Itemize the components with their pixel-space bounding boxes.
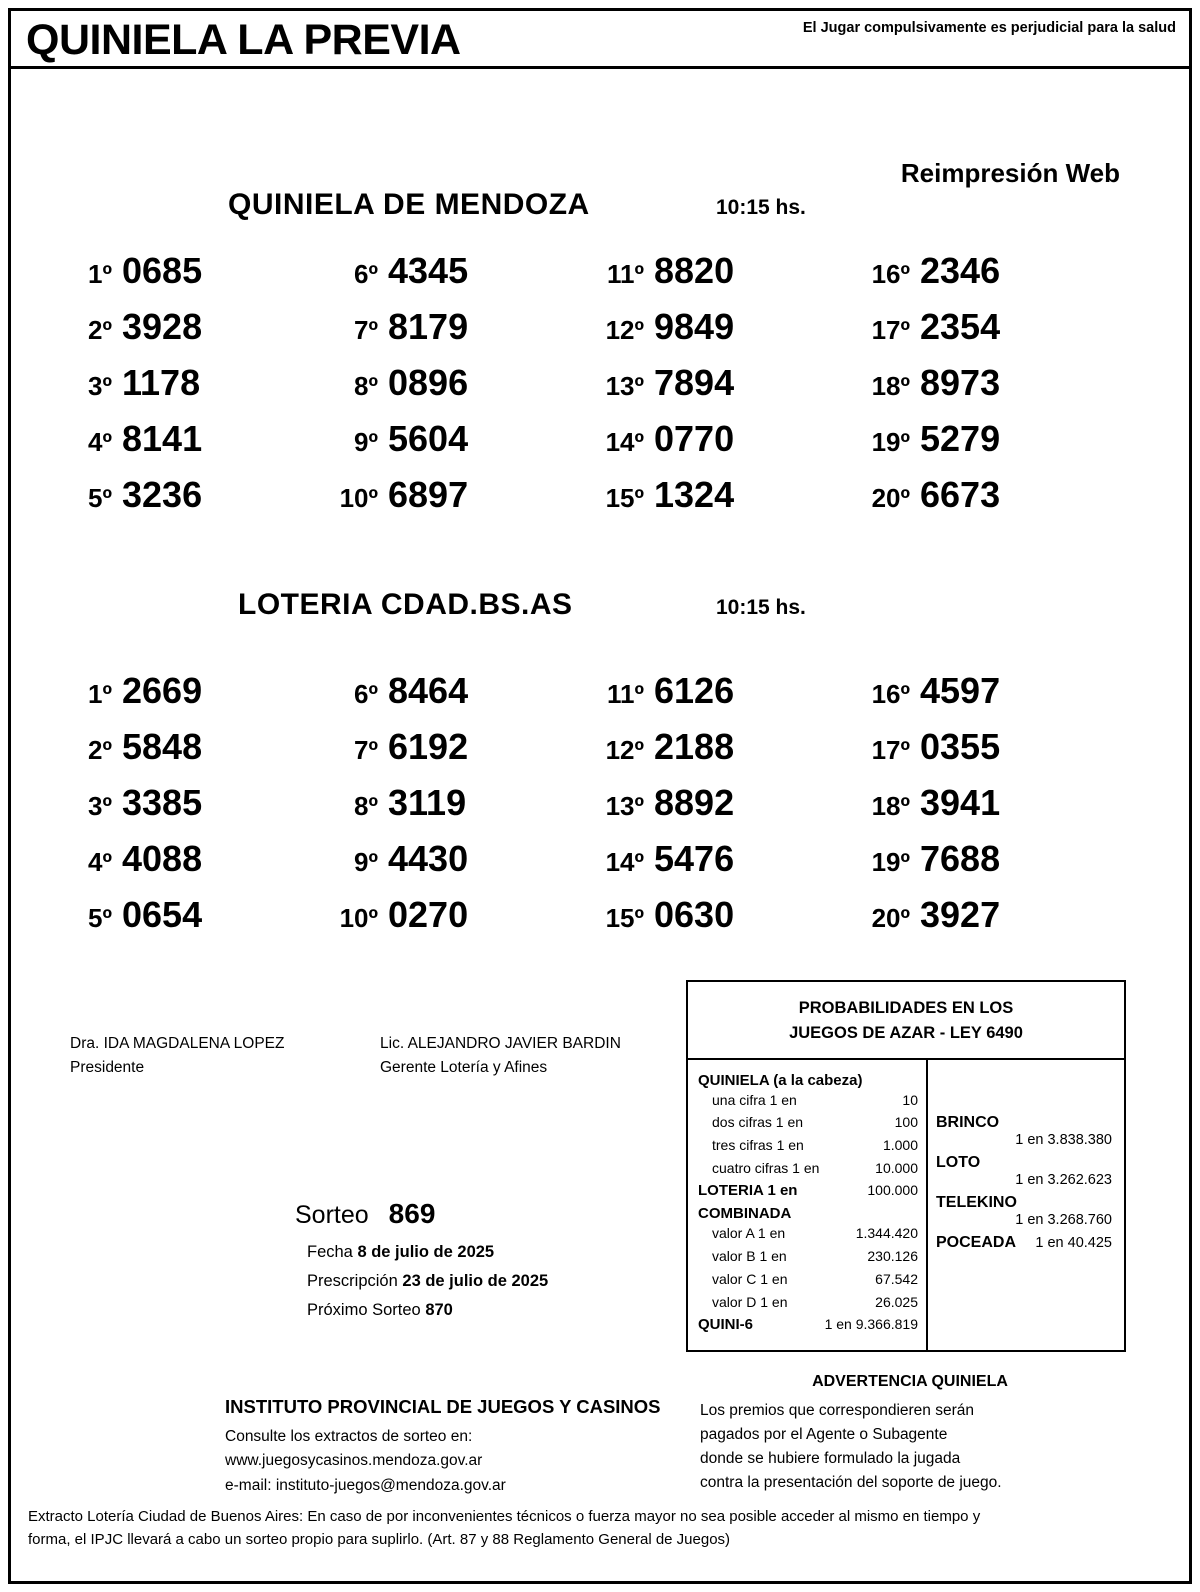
result-position: 7º (354, 315, 378, 345)
draw-block-mendoza (0, 180, 1184, 560)
signature-role: Gerente Lotería y Afines (380, 1059, 548, 1077)
sorteo-fecha (307, 1238, 685, 1267)
result-item (326, 362, 592, 418)
sorteo-number: 869 (388, 1198, 436, 1229)
game-name: BRINCO (936, 1113, 1000, 1131)
result-item (326, 418, 592, 474)
page-header (18, 10, 1182, 66)
result-position: 9º (354, 427, 378, 457)
sorteo-label: Sorteo (295, 1201, 369, 1229)
signature-role: Presidente (70, 1059, 145, 1077)
result-position: 15º (605, 903, 644, 933)
probability-label: cuatro cifras 1 en (712, 1159, 820, 1176)
probability-label: valor C 1 en (712, 1270, 788, 1287)
result-item (326, 250, 592, 306)
result-number: 8973 (920, 362, 1001, 403)
advertencia-quiniela (700, 1370, 1120, 1495)
probabilities-title-line2: JUEGOS DE AZAR - LEY 6490 (789, 1023, 1023, 1042)
result-position: 11º (607, 679, 644, 709)
probability-row (698, 1222, 918, 1245)
result-position: 1º (88, 679, 112, 709)
result-item (592, 838, 858, 894)
game-odds: 1 en 3.268.760 (1015, 1211, 1112, 1228)
advertencia-line: contra la presentación del soporte de juego. (700, 1473, 1002, 1491)
result-item (858, 474, 1124, 530)
result-item (858, 838, 1124, 894)
result-item (858, 306, 1124, 362)
result-position: 17º (871, 315, 910, 345)
result-item (326, 306, 592, 362)
probability-row (698, 1157, 918, 1180)
game-probability (936, 1234, 1116, 1252)
result-number: 7894 (654, 362, 735, 403)
draw-block-loteria-caba (0, 580, 1184, 980)
result-number: 0630 (654, 894, 735, 935)
result-number: 3236 (122, 474, 203, 515)
probability-value: 1.344.420 (855, 1225, 918, 1242)
probabilities-box (686, 980, 1126, 1352)
result-item (326, 670, 592, 726)
result-number: 0270 (388, 894, 469, 935)
sorteo-fecha-label: Fecha (307, 1243, 353, 1261)
result-item (60, 838, 326, 894)
result-item (326, 726, 592, 782)
signature-president (70, 1032, 284, 1080)
instituto-email[interactable]: e-mail: instituto-juegos@mendoza.gov.ar (225, 1477, 506, 1495)
result-position: 6º (354, 679, 378, 709)
sorteo-proximo-label: Próximo Sorteo (307, 1300, 421, 1319)
sorteo-proximo-value: 870 (425, 1300, 453, 1319)
result-number: 0355 (920, 726, 1001, 767)
probability-value: 1.000 (882, 1136, 918, 1153)
result-number: 6192 (388, 726, 469, 767)
instituto-info (225, 1392, 705, 1499)
result-item (60, 418, 326, 474)
probability-row (698, 1111, 918, 1134)
result-position: 7º (354, 735, 378, 765)
sorteo-heading (295, 1198, 685, 1230)
result-position: 4º (88, 427, 112, 457)
result-number: 5848 (122, 726, 203, 767)
instituto-website[interactable]: www.juegosycasinos.mendoza.gov.ar (225, 1452, 483, 1470)
result-item (592, 782, 858, 838)
result-item (858, 726, 1124, 782)
probability-row (698, 1245, 918, 1268)
result-item (326, 838, 592, 894)
probability-label: valor A 1 en (712, 1225, 786, 1242)
result-position: 12º (605, 315, 644, 345)
game-name: LOTO (936, 1153, 981, 1171)
loteria-probability-row (698, 1179, 918, 1203)
result-position: 2º (88, 735, 112, 765)
result-position: 13º (605, 371, 644, 401)
result-item (858, 782, 1124, 838)
result-number: 3119 (388, 782, 467, 823)
result-item (60, 362, 326, 418)
draw-time: 10:15 hs. (716, 596, 806, 619)
result-position: 12º (605, 735, 644, 765)
result-position: 3º (88, 371, 112, 401)
result-item (60, 894, 326, 950)
brand-title: QUINIELA LA PREVIA (26, 16, 461, 64)
probability-value: 230.126 (867, 1248, 918, 1265)
probabilities-left-column (688, 1060, 928, 1350)
result-number: 5476 (654, 838, 735, 879)
result-number: 3928 (122, 306, 203, 347)
result-item (858, 418, 1124, 474)
game-name: POCEADA (936, 1233, 1017, 1251)
reprint-label: Reimpresión Web (900, 158, 1120, 188)
sorteo-prescripcion-label: Prescripción (307, 1271, 398, 1290)
result-number: 8179 (388, 306, 469, 347)
result-item (60, 250, 326, 306)
result-position: 15º (605, 483, 644, 513)
result-item (60, 782, 326, 838)
result-item (858, 894, 1124, 950)
signature-name: Lic. ALEJANDRO JAVIER BARDIN (380, 1035, 621, 1052)
probability-value: 100.000 (867, 1182, 918, 1199)
result-number: 8820 (654, 250, 735, 291)
result-number: 1178 (122, 362, 201, 403)
probability-label: dos cifras 1 en (712, 1114, 804, 1131)
result-position: 20º (871, 903, 910, 933)
probability-value: 1 en 9.366.819 (824, 1316, 918, 1333)
result-number: 8464 (388, 670, 469, 711)
result-position: 20º (871, 483, 910, 513)
result-number: 3927 (920, 894, 1001, 935)
probability-row (698, 1268, 918, 1291)
result-item (326, 474, 592, 530)
result-position: 18º (871, 371, 910, 401)
footnote (28, 1506, 1172, 1551)
result-number: 4345 (388, 250, 469, 291)
result-position: 5º (88, 483, 112, 513)
probability-value: 67.542 (875, 1270, 918, 1287)
footnote-line: forma, el IPJC llevará a cabo un sorteo propio para suplirlo. (Art. 87 y 88 Reglamento General de Juegos) (28, 1530, 731, 1548)
instituto-line: Consulte los extractos de sorteo en: (225, 1427, 473, 1445)
game-probability (936, 1194, 1116, 1228)
probability-value: 10.000 (875, 1159, 918, 1176)
result-position: 16º (871, 679, 910, 709)
draw-time: 10:15 hs. (716, 196, 806, 219)
sorteo-prescripcion (307, 1267, 685, 1296)
result-position: 19º (871, 427, 910, 457)
quini6-probability-row (698, 1313, 918, 1337)
result-item (858, 670, 1124, 726)
result-position: 14º (605, 427, 644, 457)
result-item (326, 782, 592, 838)
advertencia-line: donde se hubiere formulado la jugada (700, 1449, 961, 1467)
draw-title: LOTERIA CDAD.BS.AS (238, 588, 573, 621)
result-position: 13º (605, 791, 644, 821)
result-position: 16º (871, 259, 910, 289)
probability-row (698, 1089, 918, 1112)
game-odds: 1 en 40.425 (1035, 1234, 1112, 1251)
game-odds: 1 en 3.838.380 (1015, 1131, 1112, 1148)
result-number: 3941 (920, 782, 1001, 823)
result-position: 10º (339, 483, 378, 513)
result-item (60, 726, 326, 782)
probability-label: valor B 1 en (712, 1248, 787, 1265)
result-position: 4º (88, 847, 112, 877)
result-number: 6897 (388, 474, 469, 515)
probability-label: valor D 1 en (712, 1293, 788, 1310)
result-position: 14º (605, 847, 644, 877)
probability-value: 26.025 (875, 1293, 918, 1310)
result-item (592, 306, 858, 362)
probabilities-body (688, 1060, 1124, 1350)
result-number: 9849 (654, 306, 735, 347)
result-item (858, 250, 1124, 306)
result-number: 0654 (122, 894, 203, 935)
result-number: 2188 (654, 726, 735, 767)
result-item (326, 894, 592, 950)
probability-label: LOTERIA 1 en (698, 1182, 798, 1200)
advertencia-line: Los premios que correspondieren serán (700, 1401, 974, 1419)
result-position: 5º (88, 903, 112, 933)
combinada-heading: COMBINADA (698, 1205, 792, 1223)
advertencia-line: pagados por el Agente o Subagente (700, 1425, 948, 1443)
result-number: 4088 (122, 838, 203, 879)
result-position: 18º (871, 791, 910, 821)
result-item (60, 670, 326, 726)
results-grid (60, 250, 1124, 530)
result-number: 2346 (920, 250, 1001, 291)
result-number: 0896 (388, 362, 469, 403)
result-item (592, 894, 858, 950)
probability-row (698, 1291, 918, 1314)
result-number: 2354 (920, 306, 1001, 347)
header-divider (11, 66, 1189, 69)
result-position: 19º (871, 847, 910, 877)
footnote-line: Extracto Lotería Ciudad de Buenos Aires: En caso de por inconvenientes técnicos o fuerza mayor no sea posible acceder al mismo en tiempo y (28, 1508, 981, 1525)
result-number: 0770 (654, 418, 735, 459)
result-item (592, 474, 858, 530)
sorteo-fecha-value: 8 de julio de 2025 (357, 1243, 495, 1261)
result-item (592, 250, 858, 306)
probability-value: 100 (894, 1114, 918, 1131)
result-position: 6º (354, 259, 378, 289)
result-number: 3385 (122, 782, 203, 823)
probabilities-title (688, 982, 1124, 1060)
result-position: 2º (88, 315, 112, 345)
signature-name: Dra. IDA MAGDALENA LOPEZ (70, 1035, 285, 1052)
result-number: 2669 (122, 670, 203, 711)
probabilities-right-column (928, 1060, 1124, 1350)
probability-label: tres cifras 1 en (712, 1136, 804, 1153)
result-number: 8141 (122, 418, 203, 459)
result-item (592, 726, 858, 782)
quiniela-heading: QUINIELA (a la cabeza) (698, 1071, 863, 1089)
game-probability (936, 1154, 1116, 1188)
result-item (60, 306, 326, 362)
instituto-title: INSTITUTO PROVINCIAL DE JUEGOS Y CASINOS (225, 1396, 661, 1417)
result-number: 6126 (654, 670, 735, 711)
result-item (592, 362, 858, 418)
draw-title: QUINIELA DE MENDOZA (228, 188, 590, 221)
signature-manager (380, 1032, 621, 1080)
probability-label: una cifra 1 en (712, 1091, 797, 1108)
game-odds: 1 en 3.262.623 (1015, 1171, 1112, 1188)
result-number: 0685 (122, 250, 203, 291)
probability-label: QUINI-6 (698, 1316, 754, 1334)
result-number: 8892 (654, 782, 735, 823)
game-probability (936, 1114, 1116, 1148)
sorteo-proximo (307, 1296, 685, 1325)
probabilities-title-line1: PROBABILIDADES EN LOS (798, 999, 1014, 1017)
result-position: 10º (339, 903, 378, 933)
result-position: 17º (871, 735, 910, 765)
result-position: 3º (88, 791, 112, 821)
result-number: 4597 (920, 670, 1001, 711)
result-number: 1324 (654, 474, 735, 515)
game-name: TELEKINO (936, 1193, 1017, 1211)
result-number: 7688 (920, 838, 1001, 879)
result-item (858, 362, 1124, 418)
sorteo-info (295, 1198, 685, 1325)
result-number: 6673 (920, 474, 1001, 515)
results-grid (60, 670, 1124, 950)
sorteo-prescripcion-value: 23 de julio de 2025 (402, 1271, 549, 1290)
result-item (592, 418, 858, 474)
probability-value: 10 (902, 1091, 918, 1108)
result-position: 8º (354, 791, 378, 821)
result-number: 4430 (388, 838, 469, 879)
result-item (60, 474, 326, 530)
advertencia-title: ADVERTENCIA QUINIELA (812, 1373, 1008, 1390)
result-position: 1º (88, 259, 112, 289)
result-position: 11º (607, 259, 644, 289)
gambling-warning: El Jugar compulsivamente es perjudicial para la salud (802, 20, 1176, 36)
result-number: 5279 (920, 418, 1001, 459)
result-number: 5604 (388, 418, 469, 459)
result-item (592, 670, 858, 726)
result-position: 8º (354, 371, 378, 401)
probability-row (698, 1134, 918, 1157)
result-position: 9º (354, 847, 378, 877)
